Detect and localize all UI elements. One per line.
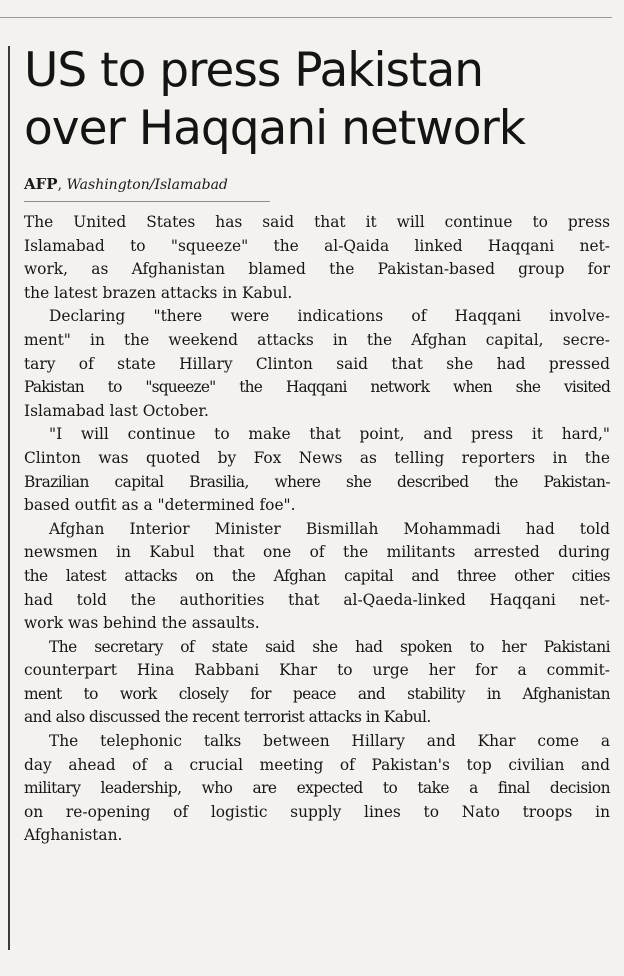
- paragraph: [24, 211, 610, 305]
- text-line: ment" in the weekend attacks in the Afghan capital, secre-: [24, 330, 610, 349]
- text-line: Pakistan to "squeeze" the Haqqani network when she visited: [24, 378, 610, 397]
- text-line: Afghan Interior Minister Bismillah Mohammadi had told: [49, 519, 610, 538]
- byline: [24, 174, 610, 195]
- paragraph: [24, 636, 610, 730]
- headline-line: US to press Pakistan: [24, 43, 484, 98]
- text-line: Islamabad last October.: [24, 401, 209, 420]
- top-rule: [0, 17, 612, 18]
- byline-separator: ,: [57, 177, 67, 193]
- text-line: "I will continue to make that point, and press it hard,": [49, 425, 610, 444]
- article-body: [24, 211, 610, 848]
- text-line: the latest attacks on the Afghan capital and three other cities: [24, 566, 610, 585]
- text-line: tary of state Hillary Clinton said that she had pressed: [24, 354, 610, 373]
- text-line: military leadership, who are expected to take a final decision: [24, 779, 610, 798]
- text-line: The United States has said that it will continue to press: [24, 213, 610, 231]
- text-line: Clinton was quoted by Fox News as telling reporters in the: [24, 448, 610, 467]
- paragraph: [24, 423, 610, 517]
- text-line: ment to work closely for peace and stability in Afghanistan: [24, 684, 610, 703]
- byline-rule: [24, 201, 270, 202]
- text-line: The secretary of state said she had spoken to her Pakistani: [49, 637, 610, 656]
- byline-agency: AFP: [24, 175, 58, 193]
- text-line: work, as Afghanistan blamed the Pakistan-based group for: [24, 260, 610, 279]
- text-line: on re-opening of logistic supply lines to Nato troops in: [24, 802, 610, 821]
- paragraph: [24, 730, 610, 848]
- headline: [24, 42, 610, 158]
- text-line: Declaring "there were indications of Haqqani involve-: [49, 307, 610, 326]
- text-line: work was behind the assaults.: [24, 614, 260, 633]
- text-line: the latest brazen attacks in Kabul.: [24, 283, 293, 302]
- text-line: day ahead of a crucial meeting of Pakistan's top civilian and: [24, 755, 610, 774]
- byline-dateline: Washington/Islamabad: [66, 177, 228, 193]
- text-line: and also discussed the recent terrorist attacks in Kabul.: [24, 708, 431, 727]
- text-line: Brazilian capital Brasilia, where she described the Pakistan-: [24, 472, 610, 491]
- headline-line: over Haqqani network: [24, 101, 526, 156]
- paragraph: [24, 305, 610, 423]
- text-line: Islamabad to "squeeze" the al-Qaida linked Haqqani net-: [24, 236, 610, 255]
- text-line: based outfit as a "determined foe".: [24, 496, 296, 515]
- text-line: Afghanistan.: [24, 826, 123, 845]
- paragraph: [24, 518, 610, 636]
- text-line: counterpart Hina Rabbani Khar to urge her for a commit-: [24, 661, 610, 680]
- text-line: newsmen in Kabul that one of the militants arrested during: [24, 543, 610, 562]
- news-article: [24, 42, 610, 848]
- text-line: The telephonic talks between Hillary and Khar come a: [49, 732, 610, 751]
- text-line: had told the authorities that al-Qaeda-linked Haqqani net-: [24, 590, 610, 609]
- column-rule: [8, 46, 10, 950]
